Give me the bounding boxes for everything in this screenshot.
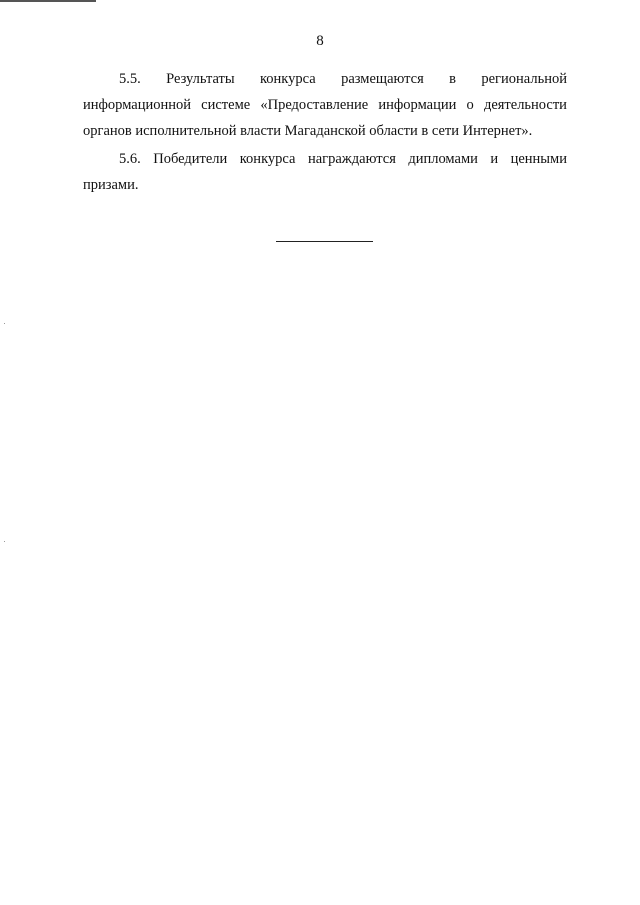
paragraph-line (83, 92, 567, 118)
word: конкурса (259, 71, 316, 87)
word: награждаются (307, 151, 396, 167)
word: региональной (481, 71, 567, 87)
word: о (466, 97, 474, 113)
end-of-document-rule (276, 241, 373, 242)
paragraph-line (83, 66, 567, 92)
word: информации (378, 97, 457, 113)
paragraph-line: органов исполнительной власти Магаданской области в сети Интернет». (83, 123, 533, 139)
word: дипломами (408, 151, 478, 167)
word: в (449, 71, 456, 87)
word: системе (201, 97, 251, 113)
page-number: 8 (316, 33, 324, 49)
word: «Предоставление (260, 97, 369, 113)
paragraph-line: призами. (83, 177, 139, 193)
paragraph-5-6 (83, 146, 567, 198)
clause-number: 5.5. (119, 71, 141, 87)
word: Результаты (166, 71, 235, 87)
word: Победители (153, 151, 228, 167)
clause-number: 5.6. (119, 151, 141, 167)
word: деятельности (483, 97, 567, 113)
word: ценными (510, 151, 567, 167)
scan-border-mark (0, 0, 96, 2)
word: и (490, 151, 499, 167)
word: конкурса (239, 151, 296, 167)
scan-speck (4, 541, 5, 542)
word: информационной (83, 97, 192, 113)
paragraph-5-5 (83, 66, 567, 144)
scan-speck (4, 323, 5, 324)
paragraph-line (83, 146, 567, 172)
word: размещаются (341, 71, 424, 87)
